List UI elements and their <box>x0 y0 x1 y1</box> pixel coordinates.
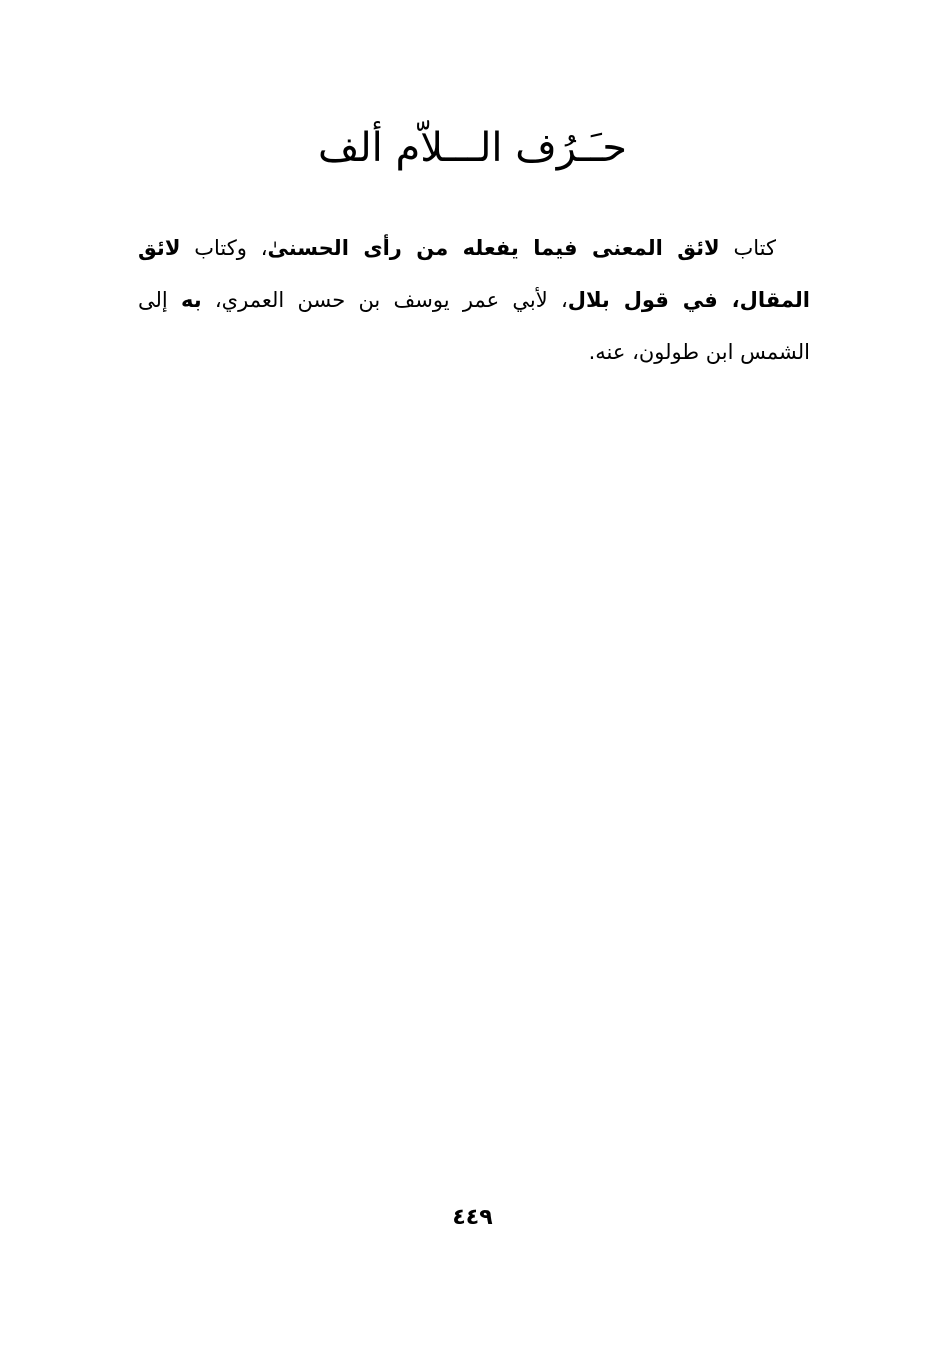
section-heading: حـَـرُف الـــلاّم ألف <box>318 125 627 171</box>
entry-text-3: ، لأبي عمر يوسف بن حسن العمري، <box>201 288 568 312</box>
entry-bold-title-1: لائق المعنى فيما يفعله من رأى الحسنىٰ <box>267 236 720 260</box>
entry-text-1: كتاب <box>719 236 776 260</box>
entry-text-2: ، وكتاب <box>180 236 268 260</box>
page-number: ٤٤٩ <box>452 1205 493 1230</box>
entry-bold-word: به <box>181 288 202 312</box>
bibliographic-entry <box>138 222 810 378</box>
entry-bold-title-2: لائق المقال، في قول بلال <box>138 236 811 312</box>
entry-text-4: إلى الشمس ابن طولون، عنه. <box>138 288 810 364</box>
entry-indent <box>776 236 810 260</box>
